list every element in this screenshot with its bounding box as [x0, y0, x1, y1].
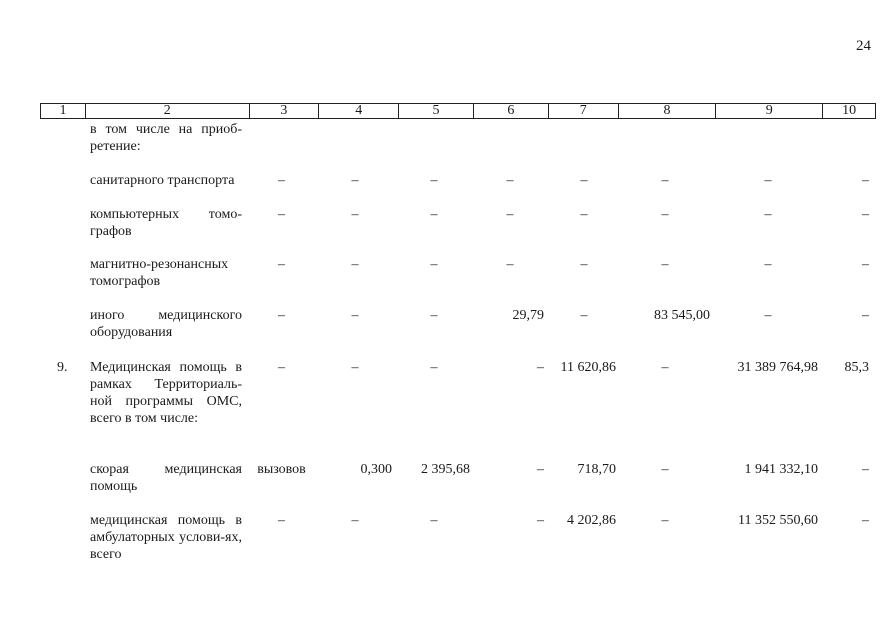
- cell-col9: –: [764, 207, 772, 222]
- cell-col8: –: [661, 462, 669, 477]
- cell-col3: –: [278, 513, 285, 528]
- cell-col8: –: [661, 513, 669, 528]
- cell-col10: –: [862, 308, 869, 323]
- table-header-row: [40, 103, 876, 119]
- cell-col7: 4 202,86: [567, 513, 616, 528]
- header-col-2: 2: [85, 104, 249, 118]
- row-name: в том числе на приоб-ретение:: [90, 122, 242, 154]
- cell-col7: –: [580, 173, 588, 188]
- cell-col5: –: [430, 308, 438, 323]
- cell-col6: –: [537, 513, 544, 528]
- row-name: иного медицинского оборудования: [90, 308, 242, 340]
- cell-col6: –: [506, 173, 514, 188]
- cell-col6: 29,79: [512, 308, 544, 323]
- cell-col5: –: [430, 207, 438, 222]
- cell-col9: 11 352 550,60: [738, 513, 818, 528]
- cell-col10: –: [862, 173, 869, 188]
- cell-col10: –: [862, 462, 869, 477]
- cell-col9: –: [764, 173, 772, 188]
- cell-col8: –: [661, 257, 669, 272]
- page-number: 24: [856, 38, 871, 54]
- cell-col3: –: [278, 207, 285, 222]
- header-col-10: 10: [822, 104, 875, 118]
- cell-col5: –: [430, 513, 438, 528]
- cell-col10: –: [862, 513, 869, 528]
- cell-col7: 718,70: [577, 462, 616, 477]
- cell-col9: 31 389 764,98: [737, 360, 818, 375]
- cell-col6: –: [537, 462, 544, 477]
- row-name: санитарного транспорта: [90, 173, 235, 188]
- header-col-6: 6: [473, 104, 548, 118]
- header-col-4: 4: [318, 104, 398, 118]
- cell-col3: –: [278, 360, 285, 375]
- cell-col5: –: [430, 173, 438, 188]
- header-col-9: 9: [715, 104, 822, 118]
- row-name: Медицинская помощь в рамках Территориаль-ной программы ОМС, всего в том числе:: [90, 360, 242, 426]
- cell-col3: –: [278, 257, 285, 272]
- cell-col9: –: [764, 308, 772, 323]
- cell-col4: –: [351, 257, 359, 272]
- cell-col10: –: [862, 257, 869, 272]
- row-name: компьютерных томо-графов: [90, 207, 242, 239]
- cell-col7: –: [580, 207, 588, 222]
- cell-col7: 11 620,86: [560, 360, 616, 375]
- header-col-3: 3: [249, 104, 319, 118]
- cell-col5: –: [430, 257, 438, 272]
- cell-col4: –: [351, 360, 359, 375]
- cell-col3: –: [278, 308, 285, 323]
- cell-col6: –: [537, 360, 544, 375]
- cell-col8: –: [661, 360, 669, 375]
- header-col-7: 7: [548, 104, 618, 118]
- cell-col4: –: [351, 513, 359, 528]
- cell-col3: вызовов: [257, 462, 306, 477]
- cell-col10: 85,3: [844, 360, 869, 375]
- cell-col6: –: [506, 207, 514, 222]
- cell-col7: –: [580, 257, 588, 272]
- cell-col6: –: [506, 257, 514, 272]
- cell-col9: –: [764, 257, 772, 272]
- cell-col8: –: [661, 173, 669, 188]
- header-col-1: 1: [59, 103, 67, 118]
- cell-col9: 1 941 332,10: [744, 462, 818, 477]
- cell-col4: 0,300: [360, 462, 392, 477]
- cell-col10: –: [862, 207, 869, 222]
- cell-col5: 2 395,68: [421, 462, 470, 477]
- cell-col4: –: [351, 207, 359, 222]
- row-name: скорая медицинская помощь: [90, 462, 242, 494]
- header-col-8: 8: [618, 104, 716, 118]
- row-name: магнитно-резонансных томографов: [90, 257, 229, 289]
- cell-col8: 83 545,00: [654, 308, 710, 323]
- cell-col5: –: [430, 360, 438, 375]
- cell-col4: –: [351, 308, 359, 323]
- row-number: 9.: [57, 360, 68, 375]
- row-name: медицинская помощь в амбулаторных услови-ях, всего: [90, 513, 242, 562]
- cell-col3: –: [278, 173, 285, 188]
- cell-col7: –: [580, 308, 588, 323]
- cell-col4: –: [351, 173, 359, 188]
- header-col-5: 5: [398, 104, 473, 118]
- cell-col8: –: [661, 207, 669, 222]
